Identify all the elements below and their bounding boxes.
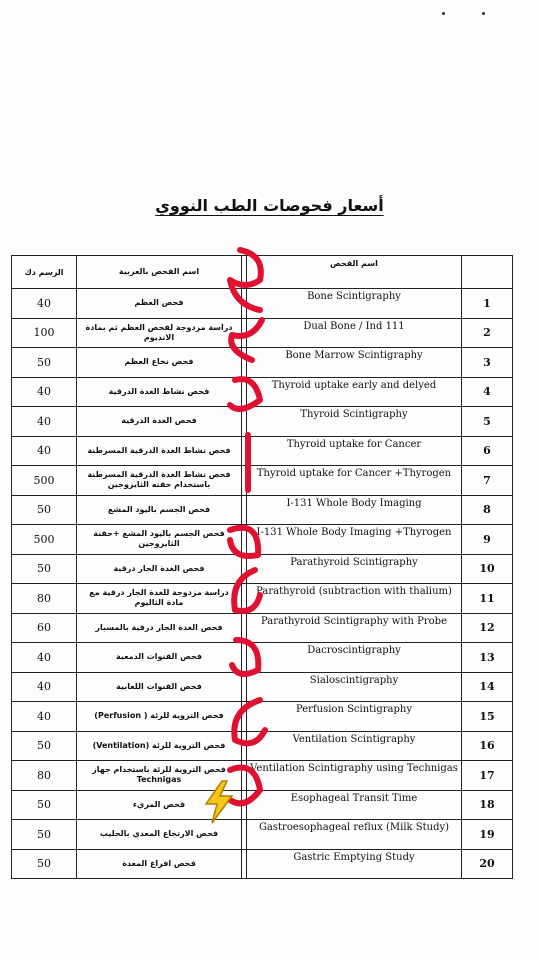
fee-cell: 60: [12, 613, 77, 643]
english-name-cell: Thyroid uptake early and delyed: [247, 377, 462, 407]
table-row: [12, 613, 513, 643]
arabic-name-cell: فحص القنوات اللعابية: [77, 672, 242, 702]
english-name-cell: Thyroid Scintigraphy: [247, 407, 462, 437]
arabic-name-cell: فحص التروية للرئة (Ventilation): [77, 731, 242, 761]
english-name-cell: Ventilation Scintigraphy: [247, 731, 462, 761]
fee-cell: 40: [12, 407, 77, 437]
arabic-name-cell: فحص الجسم باليود المشع: [77, 495, 242, 525]
table-row: [12, 849, 513, 879]
table-row: [12, 377, 513, 407]
fee-cell: 50: [12, 849, 77, 879]
number-cell: 11: [462, 584, 513, 614]
number-cell: 15: [462, 702, 513, 732]
fee-cell: 100: [12, 318, 77, 348]
english-name-cell: Parathyroid Scintigraphy: [247, 554, 462, 584]
number-cell: 19: [462, 820, 513, 850]
document-title: أسعار فحوصات الطب النووي: [155, 196, 384, 215]
english-name-cell: Gastroesophageal reflux (Milk Study): [247, 820, 462, 850]
table-row: [12, 643, 513, 673]
header-arabic-name: اسم الفحص بالعربية: [77, 256, 242, 289]
corner-dot: [442, 12, 445, 15]
arabic-name-cell: فحص نخاع العظم: [77, 348, 242, 378]
table-row: [12, 289, 513, 319]
number-cell: 7: [462, 466, 513, 496]
fee-cell: 40: [12, 672, 77, 702]
number-cell: 16: [462, 731, 513, 761]
english-name-cell: Dacroscintigraphy: [247, 643, 462, 673]
header-number: [462, 256, 513, 289]
table-row: [12, 348, 513, 378]
english-name-cell: I-131 Whole Body Imaging +Thyrogen: [247, 525, 462, 555]
arabic-name-cell: فحص نشاط الغدة الدرقية: [77, 377, 242, 407]
number-cell: 5: [462, 407, 513, 437]
table-row: [12, 525, 513, 555]
fee-cell: 50: [12, 820, 77, 850]
english-name-cell: Bone Scintigraphy: [247, 289, 462, 319]
lightning-bolt-icon: [202, 780, 236, 824]
table-row: [12, 407, 513, 437]
number-cell: 1: [462, 289, 513, 319]
table-row: [12, 495, 513, 525]
table-row: [12, 702, 513, 732]
number-cell: 2: [462, 318, 513, 348]
fee-cell: 50: [12, 554, 77, 584]
header-fee: الرسم دك: [12, 256, 77, 289]
fee-cell: 50: [12, 495, 77, 525]
table-row: [12, 672, 513, 702]
fee-cell: 500: [12, 525, 77, 555]
price-table: [11, 255, 513, 879]
english-name-cell: Perfusion Scintigraphy: [247, 702, 462, 732]
arabic-name-cell: فحص الارتجاع المعدي بالحليب: [77, 820, 242, 850]
number-cell: 10: [462, 554, 513, 584]
table-row: [12, 436, 513, 466]
fee-cell: 50: [12, 348, 77, 378]
arabic-name-cell: فحص نشاط الغدة الدرقية المسرطنة: [77, 436, 242, 466]
number-cell: 8: [462, 495, 513, 525]
arabic-name-cell: دراسة مزدوجة للغدة الجار درقية مع مادة الثاليوم: [77, 584, 242, 614]
english-name-cell: Thyroid uptake for Cancer +Thyrogen: [247, 466, 462, 496]
english-name-cell: Esophageal Transit Time: [247, 790, 462, 820]
arabic-name-cell: فحص الغدة الجار درقية: [77, 554, 242, 584]
table-row: [12, 761, 513, 791]
number-cell: 4: [462, 377, 513, 407]
number-cell: 3: [462, 348, 513, 378]
english-name-cell: Thyroid uptake for Cancer: [247, 436, 462, 466]
fee-cell: 40: [12, 289, 77, 319]
arabic-name-cell: فحص العظم: [77, 289, 242, 319]
corner-dot: [482, 12, 485, 15]
fee-cell: 40: [12, 643, 77, 673]
arabic-name-cell: فحص المريء: [77, 790, 242, 820]
fee-cell: 40: [12, 377, 77, 407]
arabic-name-cell: دراسة مزدوجة لفحص العظم ثم بمادة الانديوم: [77, 318, 242, 348]
number-cell: 9: [462, 525, 513, 555]
number-cell: 12: [462, 613, 513, 643]
table-row: [12, 731, 513, 761]
english-name-cell: Parathyroid Scintigraphy with Probe: [247, 613, 462, 643]
table-row: [12, 554, 513, 584]
arabic-name-cell: فحص التروية للرئة ( Perfusion): [77, 702, 242, 732]
table-row: [12, 466, 513, 496]
number-cell: 14: [462, 672, 513, 702]
english-name-cell: Gastric Emptying Study: [247, 849, 462, 879]
fee-cell: 50: [12, 790, 77, 820]
fee-cell: 40: [12, 702, 77, 732]
number-cell: 17: [462, 761, 513, 791]
number-cell: 6: [462, 436, 513, 466]
table-row: [12, 790, 513, 820]
fee-cell: 50: [12, 731, 77, 761]
english-name-cell: I-131 Whole Body Imaging: [247, 495, 462, 525]
table-header-row: [12, 256, 513, 289]
table-row: [12, 318, 513, 348]
table-row: [12, 584, 513, 614]
english-name-cell: Bone Marrow Scintigraphy: [247, 348, 462, 378]
fee-cell: 500: [12, 466, 77, 496]
fee-cell: 80: [12, 584, 77, 614]
arabic-name-cell: فحص افراغ المعدة: [77, 849, 242, 879]
arabic-name-cell: فحص الغدة الدرقية: [77, 407, 242, 437]
fee-cell: 80: [12, 761, 77, 791]
english-name-cell: Dual Bone / Ind 111: [247, 318, 462, 348]
english-name-cell: Sialoscintigraphy: [247, 672, 462, 702]
header-english-name: اسم الفحص: [247, 256, 462, 289]
arabic-name-cell: فحص نشاط الغدة الدرقية المسرطنة باستخدام حقنه الثايروجين: [77, 466, 242, 496]
arabic-name-cell: فحص القنوات الدمعية: [77, 643, 242, 673]
english-name-cell: Ventilation Scintigraphy using Technigas: [247, 761, 462, 791]
number-cell: 18: [462, 790, 513, 820]
number-cell: 20: [462, 849, 513, 879]
english-name-cell: Parathyroid (subtraction with thalium): [247, 584, 462, 614]
arabic-name-cell: فحص الغدة الجار درقية بالمسبار: [77, 613, 242, 643]
arabic-name-cell: فحص التروية للرئة باستخدام جهاز Technigas: [77, 761, 242, 791]
fee-cell: 40: [12, 436, 77, 466]
number-cell: 13: [462, 643, 513, 673]
table-row: [12, 820, 513, 850]
arabic-name-cell: فحص الجسم باليود المشع +حقنة الثايروجين: [77, 525, 242, 555]
